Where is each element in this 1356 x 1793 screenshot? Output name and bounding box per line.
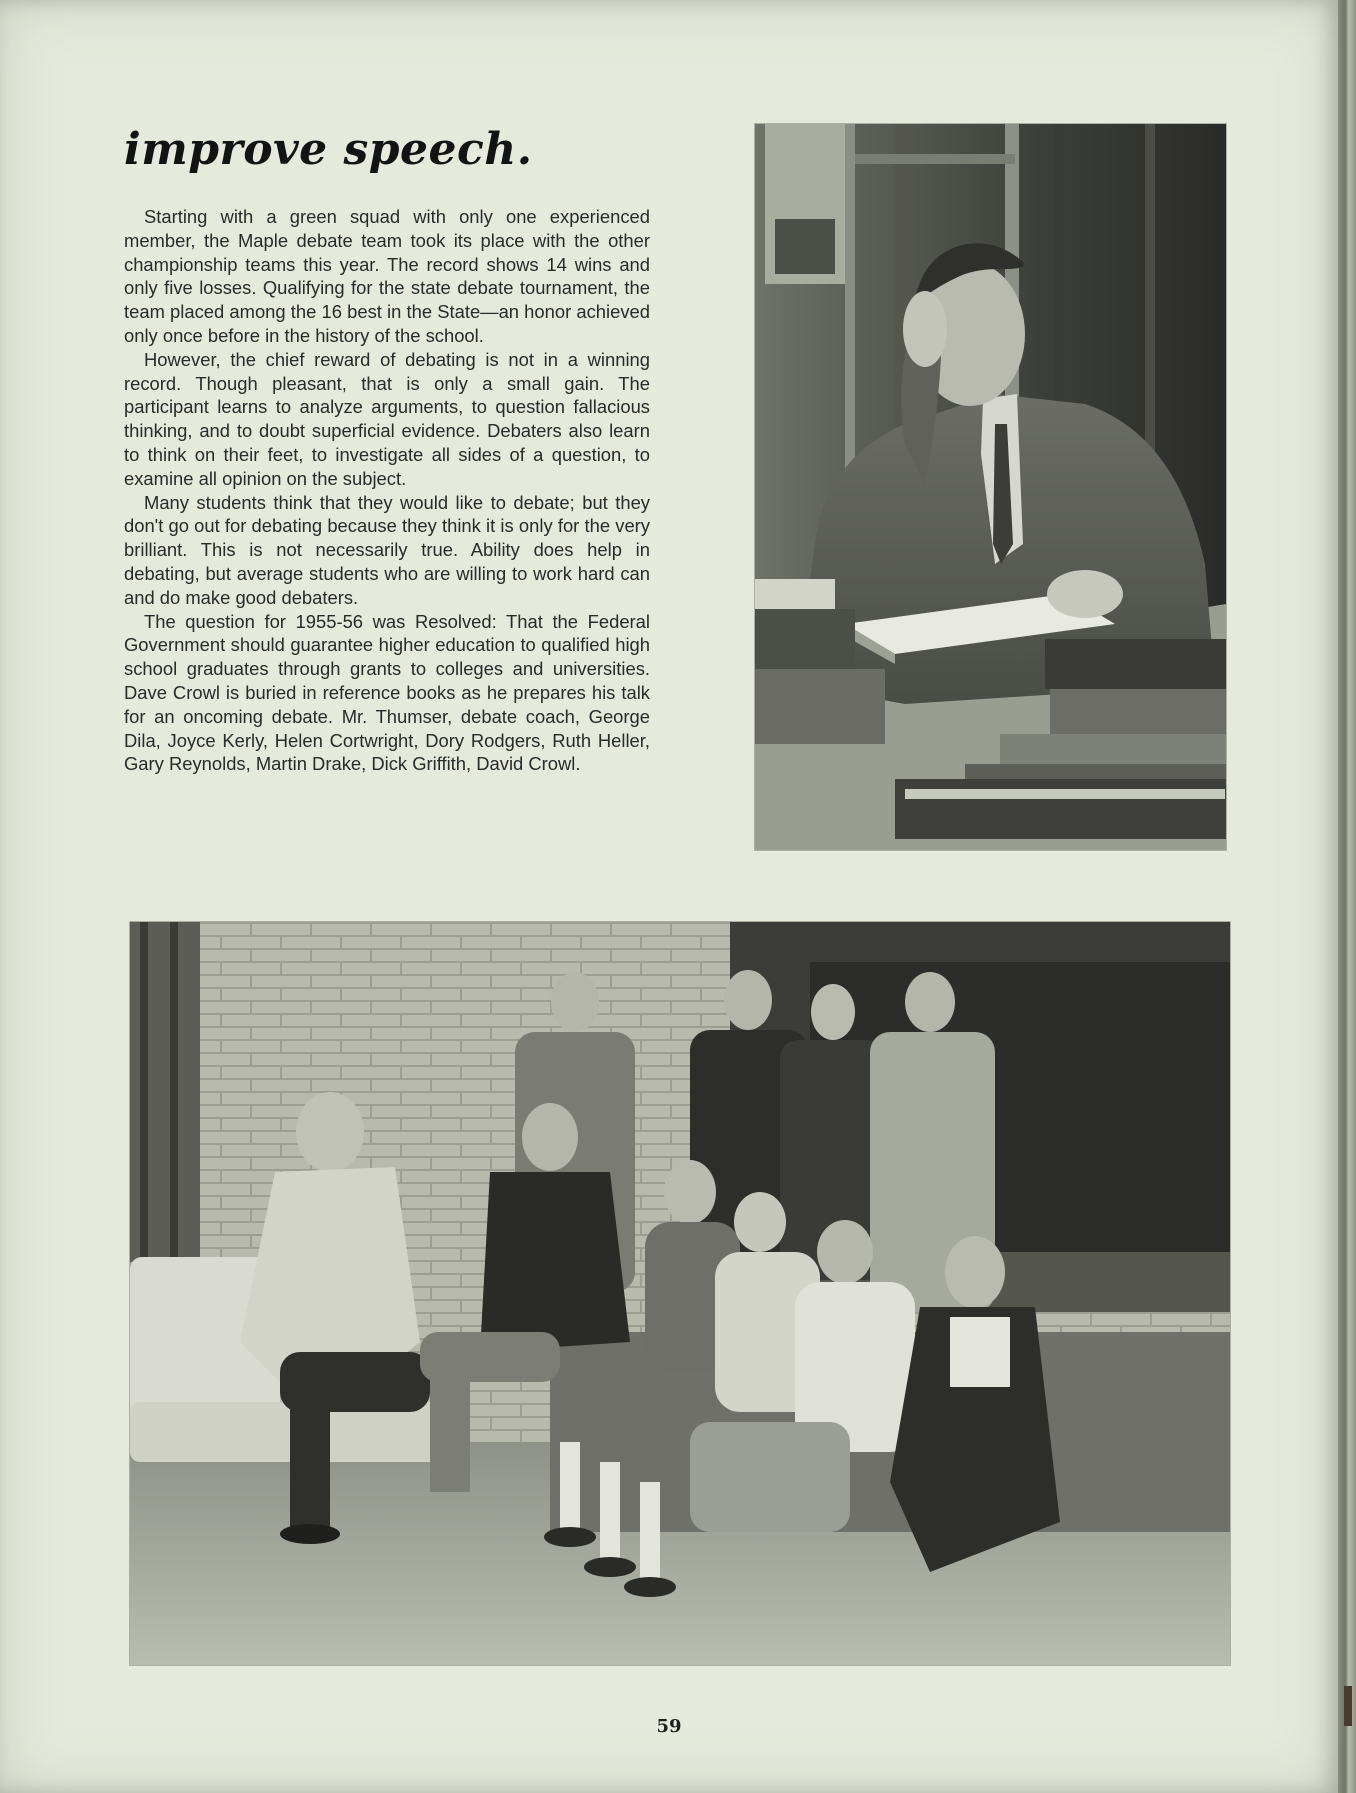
- body-text: [124, 205, 650, 776]
- paragraph-2: However, the chief reward of debating is not in a winning record. Though pleasant, that is only a small gain. The participant learns to analyze arguments, to question fallacious thinking, and to doubt superficial evidence. Debaters also learn to think on their feet, to investigate all sides of a question, to examine all opinion on the subject.: [124, 348, 650, 489]
- paragraph-1: Starting with a green squad with only one experienced member, the Maple debate team took its place with the other championship teams this year. The record shows 14 wins and only five losses. Qualifying for the state debate tournament, the team placed among the 16 best in the State—an honor achieved only once before in the history of the school.: [124, 206, 650, 346]
- page-number: 59: [656, 1716, 682, 1737]
- paragraph-4: The question for 1955-56 was Resolved: That the Federal Government should guarantee higher education to qualified high school graduates through grants to colleges and universities. Dave Crowl is buried in reference books as he prepares his talk for an oncoming debate. Mr. Thumser, debate coach, George Dila, Joyce Kerly, Helen Cortwright, Dory Rodgers, Ruth Heller, Gary Reynolds, Martin Drake, Dick Griffith, David Crowl.: [124, 610, 650, 775]
- photo-student-reading-image: [755, 124, 1226, 850]
- binding-mark: [1344, 1686, 1352, 1726]
- page-title: improve speech.: [124, 124, 533, 175]
- page-edge: [1338, 0, 1356, 1793]
- photo-debate-team-image: [130, 922, 1230, 1665]
- photo-debate-team: [130, 922, 1230, 1665]
- paragraph-3: Many students think that they would like to debate; but they don't go out for debating because they think it is only for the very brilliant. This is not necessarily true. Ability does help in debating, but average students who are willing to work hard can and do make good debaters.: [124, 491, 650, 608]
- photo-student-reading: [755, 124, 1226, 850]
